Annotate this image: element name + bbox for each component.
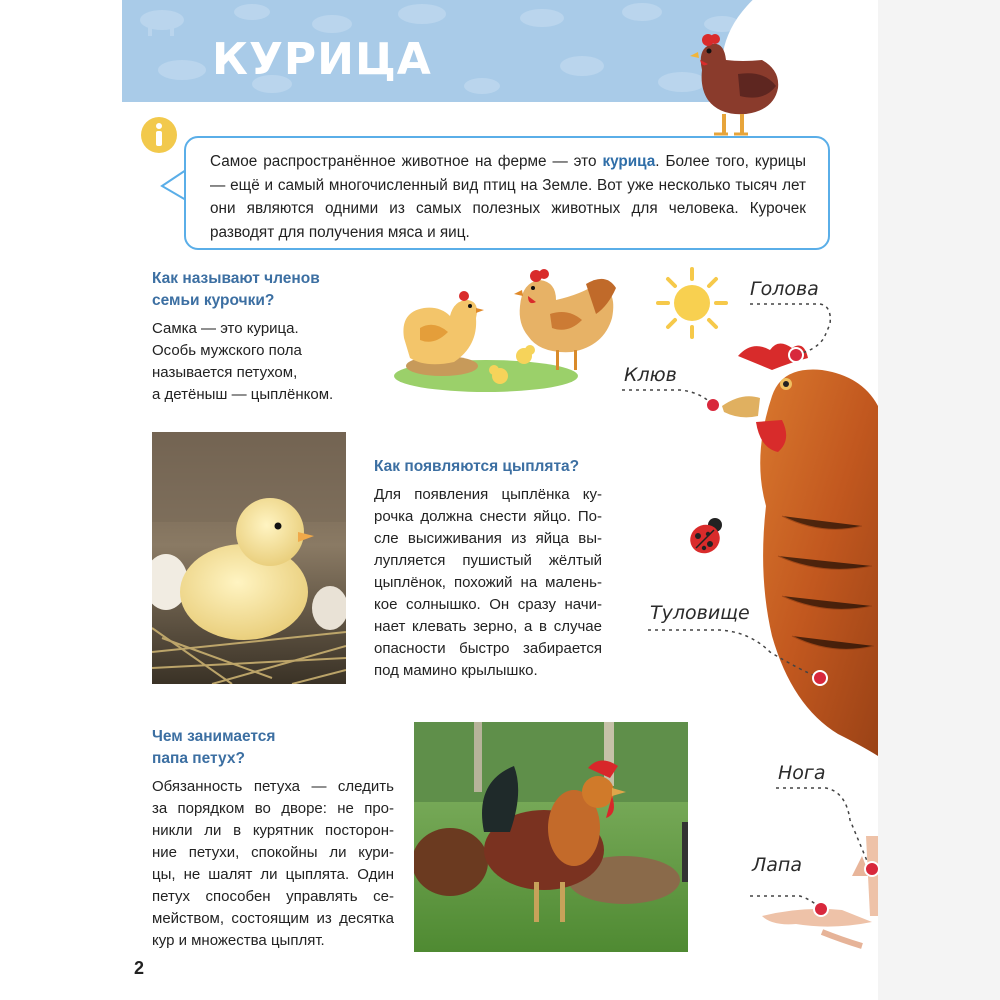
chicks-text-line: рочка должна снести яйцо. По- — [374, 508, 602, 525]
chicks-text-line: Для появления цыплёнка ку- — [374, 486, 602, 503]
rooster-text-line: кур и множества цыплят. — [152, 932, 325, 949]
intro-highlight: курица — [602, 153, 656, 170]
chick-photo — [152, 432, 346, 684]
family-heading-line-2: семьи курочки? — [152, 292, 275, 309]
page-title: КУРИЦА — [212, 34, 432, 85]
intro-text-end: . Более того, курицы — ещё и самый многочисленный вид птиц на Земле. Вот уже несколько тысяч лет они являются одними из самых полезных животных для человека. Курочек разводят для получения мяса и яиц. — [210, 153, 806, 241]
family-text-line: Особь мужского пола — [152, 342, 302, 359]
label-leg: Нога — [778, 762, 826, 784]
label-beak: Клюв — [624, 364, 677, 386]
label-foot: Лапа — [752, 854, 802, 876]
page-margin — [878, 0, 1000, 1000]
rooster-heading-line-1: Чем занимается — [152, 728, 276, 745]
chicks-text-line: кое солнышко. Он сразу начи- — [374, 596, 602, 613]
rooster-text-line: цы, не шалят ли цыплята. Один — [152, 866, 394, 883]
rooster-text-line: никли ли в курятник посторон- — [152, 822, 394, 839]
chicks-text-line: лупляется пушистый жёлтый — [374, 552, 602, 569]
page-number: 2 — [134, 958, 145, 978]
rooster-text-line: ние петухи, спокойны ли кури- — [152, 844, 394, 861]
chicks-text-line: нает клевать зерно, а в случае — [374, 618, 602, 635]
chicks-text-line: цыплёнок, похожий на малень- — [374, 574, 602, 591]
rooster-text-line: мейством, состоящим из десятка — [152, 910, 394, 927]
family-text-line: Самка — это курица. — [152, 320, 299, 337]
intro-text — [210, 150, 806, 244]
rooster-text-line: петух способен управлять се- — [152, 888, 394, 905]
family-heading-line-1: Как называют членов — [152, 270, 320, 287]
rooster-text-line: за порядком во дворе: не про- — [152, 800, 394, 817]
chicks-text-line: сле высиживания из яйца вы- — [374, 530, 602, 547]
chicks-text-line: опасности быстро забирается — [374, 640, 602, 657]
family-text-line: а детёныш — цыплёнком. — [152, 386, 334, 403]
chicks-text-line: под мамино крылышко. — [374, 662, 538, 679]
intro-box — [184, 136, 830, 250]
label-head: Голова — [750, 278, 819, 300]
rooster-text-line: Обязанность петуха — следить — [152, 778, 394, 795]
cartoon-hen-illustration — [682, 30, 786, 142]
intro-text-start: Самое распространённое животное на ферме — это — [210, 153, 603, 170]
chicks-heading: Как появляются цыплята? — [374, 458, 580, 475]
hen-family-illustration — [390, 266, 622, 398]
family-text-line: называется петухом, — [152, 364, 298, 381]
label-body: Туловище — [650, 602, 750, 624]
info-icon — [140, 116, 178, 154]
rooster-heading-line-2: папа петух? — [152, 750, 245, 767]
